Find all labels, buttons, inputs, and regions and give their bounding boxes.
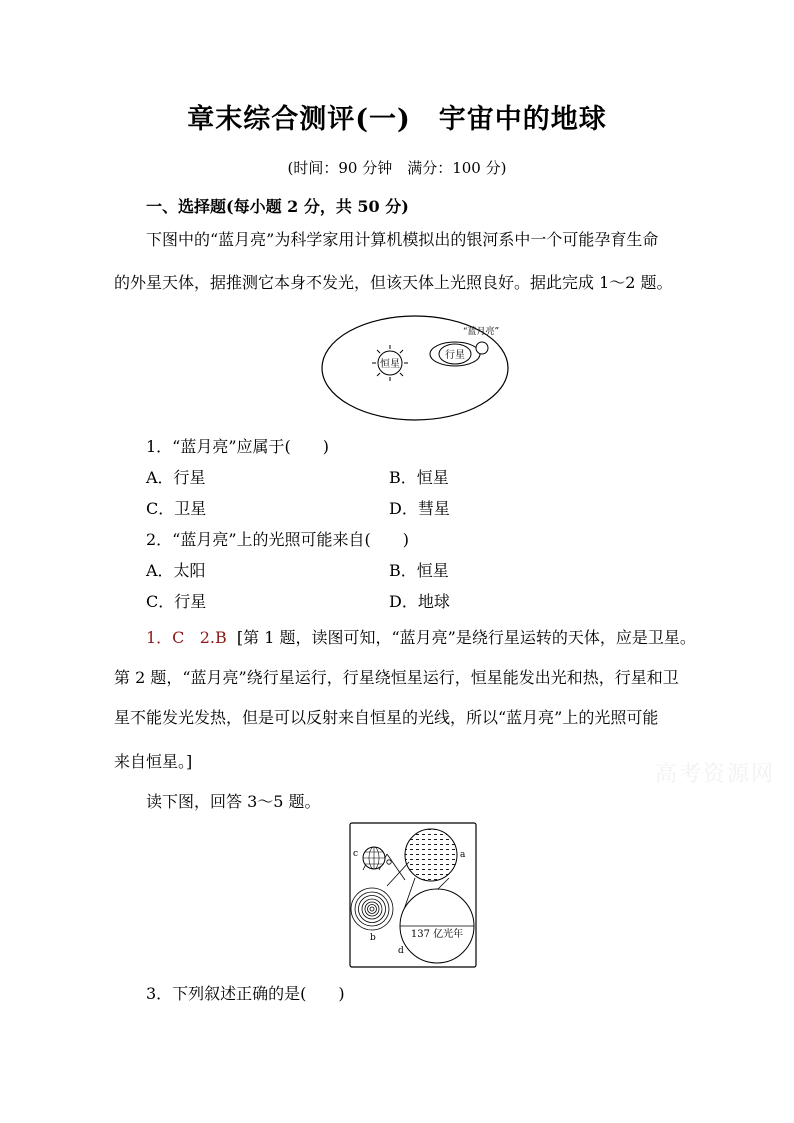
section-heading: 一、选择题(每小题 2 分，共 50 分) [146, 197, 409, 216]
moon-label: “蓝月亮” [462, 327, 500, 337]
blue-moon-icon [476, 342, 488, 354]
orbit-diagram [318, 312, 518, 427]
question-2-stem: 2．“蓝月亮”上的光照可能来自( ) [146, 530, 410, 549]
label-c: c [353, 849, 359, 859]
answer-line-3: 星不能发光发热，但是可以反射来自恒星的光线，所以“蓝月亮”上的光照可能 [114, 708, 659, 727]
star-label: 恒星 [380, 359, 400, 370]
answer-line-2: 第 2 题，“蓝月亮”绕行星运行，行星绕恒星运行，恒星能发出光和热，行星和卫 [114, 668, 679, 687]
celestial-systems-diagram [349, 822, 477, 968]
answer-line-4: 来自恒星。] [114, 752, 193, 771]
answer-1: 1．C [146, 628, 185, 647]
star-sun-icon [372, 345, 408, 381]
answer-line-1 [146, 628, 696, 648]
label-b: b [370, 933, 376, 943]
section-2-intro: 读下图，回答 3～5 题。 [146, 792, 321, 811]
q1-option-b: B．恒星 [389, 468, 449, 487]
galaxy-a-icon [405, 829, 457, 881]
intro-line-2: 的外星天体，据推测它本身不发光，但该天体上光照良好。据此完成 1～2 题。 [114, 273, 673, 292]
solar-system-b-icon [351, 888, 393, 930]
watermark: 高考资源网 [655, 762, 776, 787]
q2-option-b: B．恒星 [389, 561, 449, 580]
label-d: d [398, 946, 404, 956]
q2-option-c: C．行星 [146, 592, 207, 611]
intro-line-1: 下图中的“蓝月亮”为科学家用计算机模拟出的银河系中一个可能孕育生命 [146, 230, 659, 249]
planet-label: 行星 [445, 350, 465, 361]
page-title: 章末综合测评(一) 宇宙中的地球 [187, 104, 607, 135]
question-1-stem: 1．“蓝月亮”应属于( ) [146, 437, 330, 456]
q1-option-d: D．彗星 [389, 499, 450, 518]
scale-label: 137 亿光年 [410, 929, 464, 940]
q2-option-a: A．太阳 [146, 561, 206, 580]
q1-option-a: A．行星 [146, 468, 206, 487]
answer-2: 2.B [199, 628, 227, 647]
label-a: a [460, 850, 466, 860]
q2-option-d: D．地球 [389, 592, 450, 611]
exam-info: (时间：90 分钟 满分：100 分) [287, 159, 507, 177]
answer-explanation-1: [第 1 题，读图可知，“蓝月亮”是绕行星运转的天体，应是卫星。 [236, 628, 696, 647]
question-3-stem: 3．下列叙述正确的是( ) [146, 984, 345, 1003]
q1-option-c: C．卫星 [146, 499, 207, 518]
